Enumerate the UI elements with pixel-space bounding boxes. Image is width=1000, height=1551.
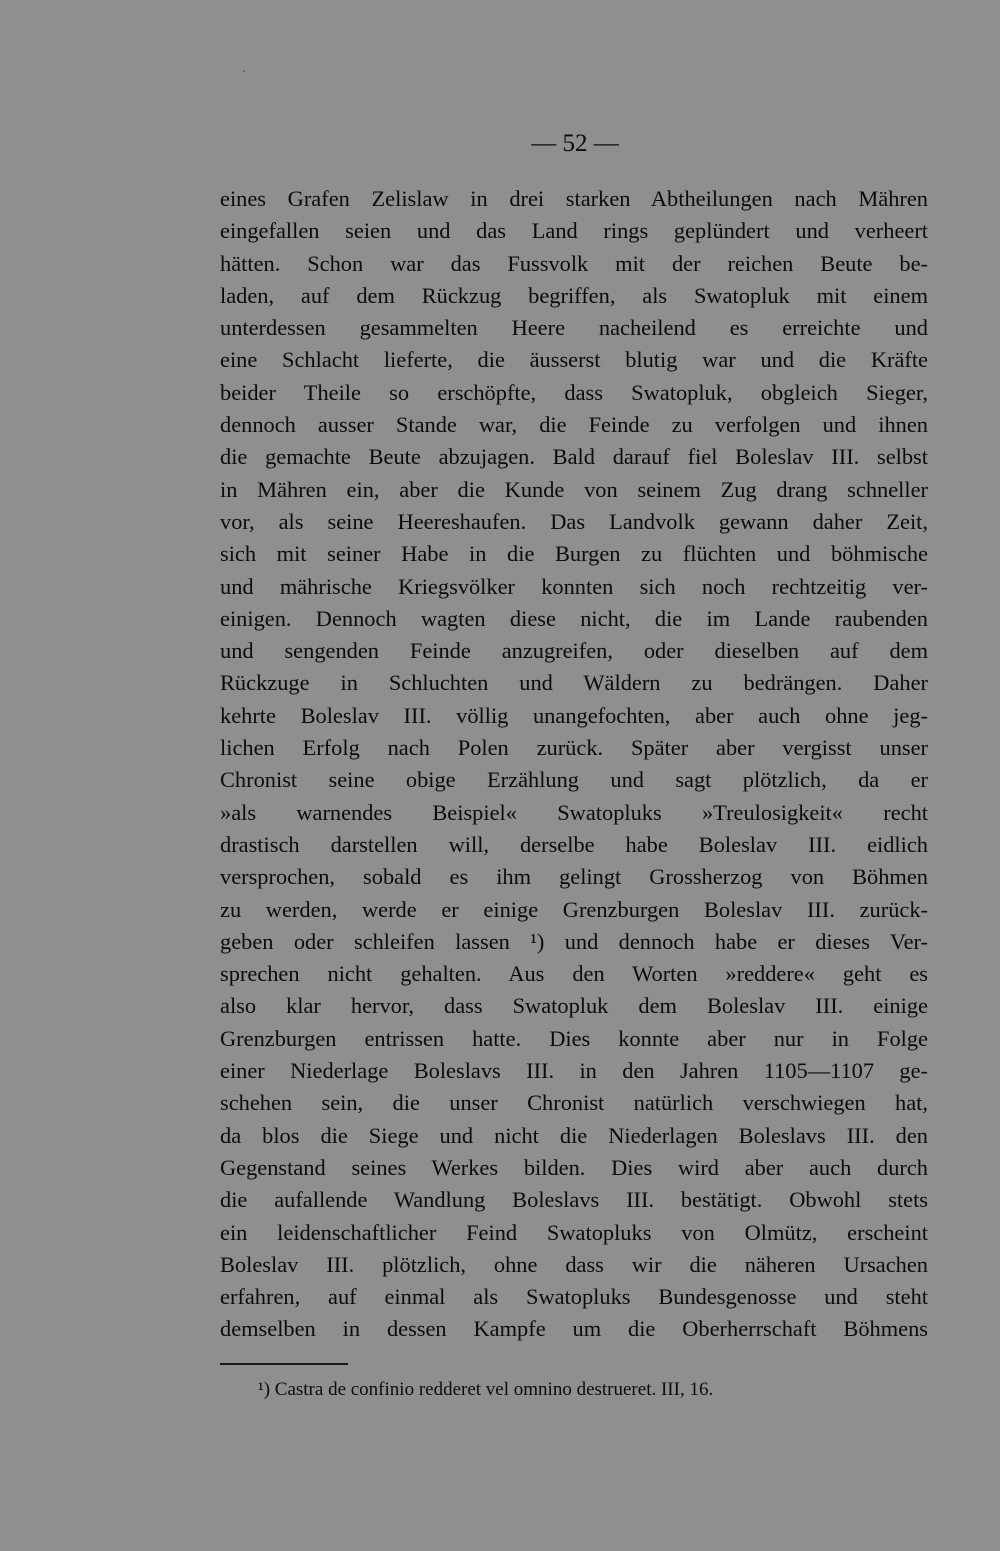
text-line: sich mit seiner Habe in die Burgen zu flüchten und böhmische (220, 541, 928, 567)
text-line: eine Schlacht lieferte, die äusserst blutig war und die Kräfte (220, 347, 928, 373)
text-line: hätten. Schon war das Fussvolk mit der reichen Beute be- (220, 250, 928, 276)
text-line: einer Niederlage Boleslavs III. in den Jahren 1105—1107 ge- (220, 1058, 928, 1084)
text-line: dennoch ausser Stande war, die Feinde zu verfolgen und ihnen (220, 412, 928, 438)
text-line: Rückzuge in Schluchten und Wäldern zu bedrängen. Daher (220, 670, 928, 696)
text-line: kehrte Boleslav III. völlig unangefochten, aber auch ohne jeg- (220, 702, 928, 728)
text-line: Boleslav III. plötzlich, ohne dass wir die näheren Ursachen (220, 1251, 928, 1277)
text-line: demselben in dessen Kampfe um die Oberherrschaft Böhmens (220, 1316, 928, 1342)
text-line: eines Grafen Zelislaw in drei starken Abtheilungen nach Mähren (220, 186, 928, 211)
text-line: die gemachte Beute abzujagen. Bald darauf fiel Boleslav III. selbst (220, 444, 928, 470)
text-line: da blos die Siege und nicht die Niederlagen Boleslavs III. den (220, 1122, 928, 1148)
text-line: sprechen nicht gehalten. Aus den Worten »reddere« geht es (220, 961, 928, 987)
text-line: eingefallen seien und das Land rings geplündert und verheert (220, 218, 928, 244)
text-line: versprochen, sobald es ihm gelingt Grossherzog von Böhmen (220, 864, 928, 890)
text-line: also klar hervor, dass Swatopluk dem Boleslav III. einige (220, 993, 928, 1019)
footnote: ¹) Castra de confinio redderet vel omnino destrueret. III, 16. (258, 1379, 714, 1400)
text-line: zu werden, werde er einige Grenzburgen Boleslav III. zurück- (220, 896, 928, 922)
text-line: schehen sein, die unser Chronist natürlich verschwiegen hat, (220, 1090, 928, 1116)
text-line: geben oder schleifen lassen ¹) und dennoch habe er dieses Ver- (220, 928, 928, 954)
text-line: einigen. Dennoch wagten diese nicht, die im Lande raubenden (220, 605, 928, 631)
text-line: ein leidenschaftlicher Feind Swatopluks von Olmütz, erscheint (220, 1219, 928, 1245)
text-line: unterdessen gesammelten Heere nacheilend es erreichte und (220, 315, 928, 341)
body-text (220, 183, 928, 1346)
text-line: beider Theile so erschöpfte, dass Swatopluk, obgleich Sieger, (220, 379, 928, 405)
text-line: und mährische Kriegsvölker konnten sich noch rechtzeitig ver- (220, 573, 928, 599)
page-number: — 52 — (531, 130, 619, 157)
text-line: Gegenstand seines Werkes bilden. Dies wird aber auch durch (220, 1154, 928, 1180)
text-line: erfahren, auf einmal als Swatopluks Bundesgenosse und steht (220, 1284, 928, 1310)
footnote-divider (220, 1363, 348, 1365)
text-line: Chronist seine obige Erzählung und sagt plötzlich, da er (220, 767, 928, 793)
text-line: und sengenden Feinde anzugreifen, oder dieselben auf dem (220, 638, 928, 664)
text-line: die aufallende Wandlung Boleslavs III. bestätigt. Obwohl stets (220, 1187, 928, 1213)
text-line: »als warnendes Beispiel« Swatopluks »Treulosigkeit« recht (220, 799, 928, 825)
text-line: in Mähren ein, aber die Kunde von seinem Zug drang schneller (220, 476, 928, 502)
text-line: laden, auf dem Rückzug begriffen, als Swatopluk mit einem (220, 282, 928, 308)
text-line: lichen Erfolg nach Polen zurück. Später aber vergisst unser (220, 735, 928, 761)
scan-speck (243, 70, 245, 72)
text-line: drastisch darstellen will, derselbe habe Boleslav III. eidlich (220, 831, 928, 857)
text-line: vor, als seine Heereshaufen. Das Landvolk gewann daher Zeit, (220, 508, 928, 534)
text-line: Grenzburgen entrissen hatte. Dies konnte aber nur in Folge (220, 1025, 928, 1051)
